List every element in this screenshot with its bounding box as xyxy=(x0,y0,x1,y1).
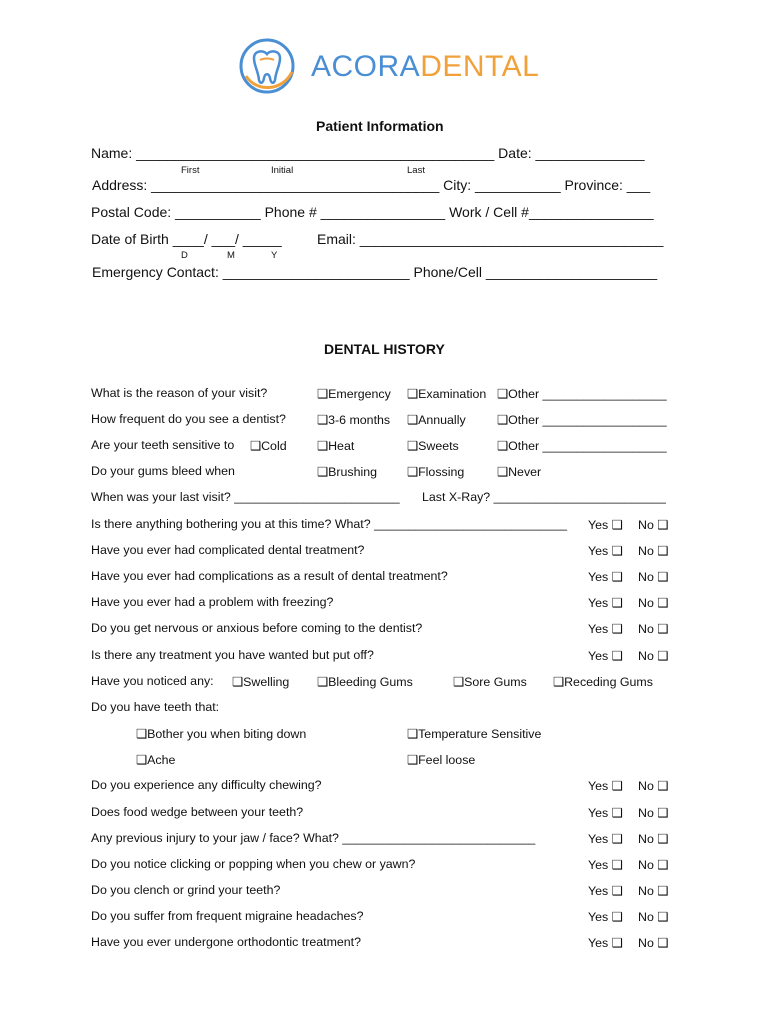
sensitive-cold-checkbox[interactable]: ❑Cold xyxy=(250,439,287,453)
sensitive-other-checkbox[interactable]: ❑Other __________________ xyxy=(497,439,667,453)
initial-label: Initial xyxy=(271,165,294,176)
brand-part1: ACORA xyxy=(311,50,421,83)
frequency-3-6-checkbox[interactable]: ❑3-6 months xyxy=(317,413,391,427)
nervous-question: Do you get nervous or anxious before coming to the dentist? xyxy=(91,621,423,635)
chewing-no-checkbox[interactable]: No ❑ xyxy=(638,779,669,793)
dob-y-label: Y xyxy=(271,250,278,261)
last-xray-field[interactable]: Last X-Ray? _________________________ xyxy=(422,490,666,504)
complicated-no-checkbox[interactable]: No ❑ xyxy=(638,544,669,558)
ache-checkbox[interactable]: ❑Ache xyxy=(136,753,176,767)
grind-yes-checkbox[interactable]: Yes ❑ xyxy=(588,884,623,898)
first-label: First xyxy=(181,165,200,176)
migraine-no-checkbox[interactable]: No ❑ xyxy=(638,910,669,924)
email-field[interactable]: Email: _______________________________________ xyxy=(317,231,664,247)
injury-yes-checkbox[interactable]: Yes ❑ xyxy=(588,832,623,846)
grind-no-checkbox[interactable]: No ❑ xyxy=(638,884,669,898)
postal-phone-field[interactable]: Postal Code: ___________ Phone # ________________ Work / Cell #________________ xyxy=(91,204,654,220)
dental-history-title: DENTAL HISTORY xyxy=(324,341,445,357)
bothering-question[interactable]: Is there anything bothering you at this time? What? ____________________________ xyxy=(91,517,568,531)
wedge-question: Does food wedge between your teeth? xyxy=(91,805,304,819)
complications-question: Have you ever had complications as a result of dental treatment? xyxy=(91,569,448,583)
noticed-receding-checkbox[interactable]: ❑Receding Gums xyxy=(553,675,653,689)
bite-checkbox[interactable]: ❑Bother you when biting down xyxy=(136,727,307,741)
last-visit-field[interactable]: When was your last visit? ________________________ xyxy=(91,490,400,504)
complicated-question: Have you ever had complicated dental treatment? xyxy=(91,543,365,557)
freezing-yes-checkbox[interactable]: Yes ❑ xyxy=(588,596,623,610)
frequency-question: How frequent do you see a dentist? xyxy=(91,412,286,426)
chewing-yes-checkbox[interactable]: Yes ❑ xyxy=(588,779,623,793)
frequency-annually-checkbox[interactable]: ❑Annually xyxy=(407,413,466,427)
bleed-never-checkbox[interactable]: ❑Never xyxy=(497,465,542,479)
patient-info-title: Patient Information xyxy=(316,118,444,134)
noticed-sore-checkbox[interactable]: ❑Sore Gums xyxy=(453,675,527,689)
migraine-yes-checkbox[interactable]: Yes ❑ xyxy=(588,910,623,924)
chewing-question: Do you experience any difficulty chewing? xyxy=(91,778,322,792)
clicking-no-checkbox[interactable]: No ❑ xyxy=(638,858,669,872)
clicking-question: Do you notice clicking or popping when you chew or yawn? xyxy=(91,857,416,871)
teeth-that-question: Do you have teeth that: xyxy=(91,700,220,714)
complications-yes-checkbox[interactable]: Yes ❑ xyxy=(588,570,623,584)
tooth-logo-icon xyxy=(238,36,298,96)
injury-question[interactable]: Any previous injury to your jaw / face? What? ____________________________ xyxy=(91,831,536,845)
ortho-no-checkbox[interactable]: No ❑ xyxy=(638,936,669,950)
migraine-question: Do you suffer from frequent migraine headaches? xyxy=(91,909,364,923)
nervous-yes-checkbox[interactable]: Yes ❑ xyxy=(588,622,623,636)
loose-checkbox[interactable]: ❑Feel loose xyxy=(407,753,476,767)
bothering-no-checkbox[interactable]: No ❑ xyxy=(638,518,669,532)
ortho-yes-checkbox[interactable]: Yes ❑ xyxy=(588,936,623,950)
noticed-question: Have you noticed any: xyxy=(91,674,214,688)
complicated-yes-checkbox[interactable]: Yes ❑ xyxy=(588,544,623,558)
wedge-no-checkbox[interactable]: No ❑ xyxy=(638,806,669,820)
wedge-yes-checkbox[interactable]: Yes ❑ xyxy=(588,806,623,820)
grind-question: Do you clench or grind your teeth? xyxy=(91,883,281,897)
emergency-field[interactable]: Emergency Contact: ________________________ Phone/Cell ______________________ xyxy=(92,264,658,280)
sensitive-heat-checkbox[interactable]: ❑Heat xyxy=(317,439,355,453)
reason-other-checkbox[interactable]: ❑Other __________________ xyxy=(497,387,667,401)
brand-name xyxy=(311,50,539,84)
frequency-other-checkbox[interactable]: ❑Other __________________ xyxy=(497,413,667,427)
bleed-question: Do your gums bleed when xyxy=(91,464,235,478)
reason-emergency-checkbox[interactable]: ❑Emergency xyxy=(317,387,391,401)
brand-part2: DENTAL xyxy=(420,50,540,83)
freezing-question: Have you ever had a problem with freezing? xyxy=(91,595,334,609)
injury-no-checkbox[interactable]: No ❑ xyxy=(638,832,669,846)
complications-no-checkbox[interactable]: No ❑ xyxy=(638,570,669,584)
nervous-no-checkbox[interactable]: No ❑ xyxy=(638,622,669,636)
temp-checkbox[interactable]: ❑Temperature Sensitive xyxy=(407,727,542,741)
name-field[interactable]: Name: ______________________________________________ Date: ______________ xyxy=(91,145,645,161)
noticed-bleeding-checkbox[interactable]: ❑Bleeding Gums xyxy=(317,675,413,689)
address-field[interactable]: Address: _____________________________________ City: ___________ Province: ___ xyxy=(92,177,651,193)
sensitive-sweets-checkbox[interactable]: ❑Sweets xyxy=(407,439,459,453)
putoff-question: Is there any treatment you have wanted but put off? xyxy=(91,648,374,662)
reason-question: What is the reason of your visit? xyxy=(91,386,268,400)
sensitive-question: Are your teeth sensitive to xyxy=(91,438,235,452)
ortho-question: Have you ever undergone orthodontic treatment? xyxy=(91,935,362,949)
logo xyxy=(238,36,298,101)
bleed-flossing-checkbox[interactable]: ❑Flossing xyxy=(407,465,465,479)
reason-examination-checkbox[interactable]: ❑Examination xyxy=(407,387,487,401)
bothering-yes-checkbox[interactable]: Yes ❑ xyxy=(588,518,623,532)
putoff-yes-checkbox[interactable]: Yes ❑ xyxy=(588,649,623,663)
putoff-no-checkbox[interactable]: No ❑ xyxy=(638,649,669,663)
last-label: Last xyxy=(407,165,425,176)
dob-d-label: D xyxy=(181,250,188,261)
clicking-yes-checkbox[interactable]: Yes ❑ xyxy=(588,858,623,872)
dob-field[interactable]: Date of Birth ____/ ___/ _____ xyxy=(91,231,282,247)
bleed-brushing-checkbox[interactable]: ❑Brushing xyxy=(317,465,378,479)
freezing-no-checkbox[interactable]: No ❑ xyxy=(638,596,669,610)
dob-m-label: M xyxy=(227,250,235,261)
noticed-swelling-checkbox[interactable]: ❑Swelling xyxy=(232,675,290,689)
